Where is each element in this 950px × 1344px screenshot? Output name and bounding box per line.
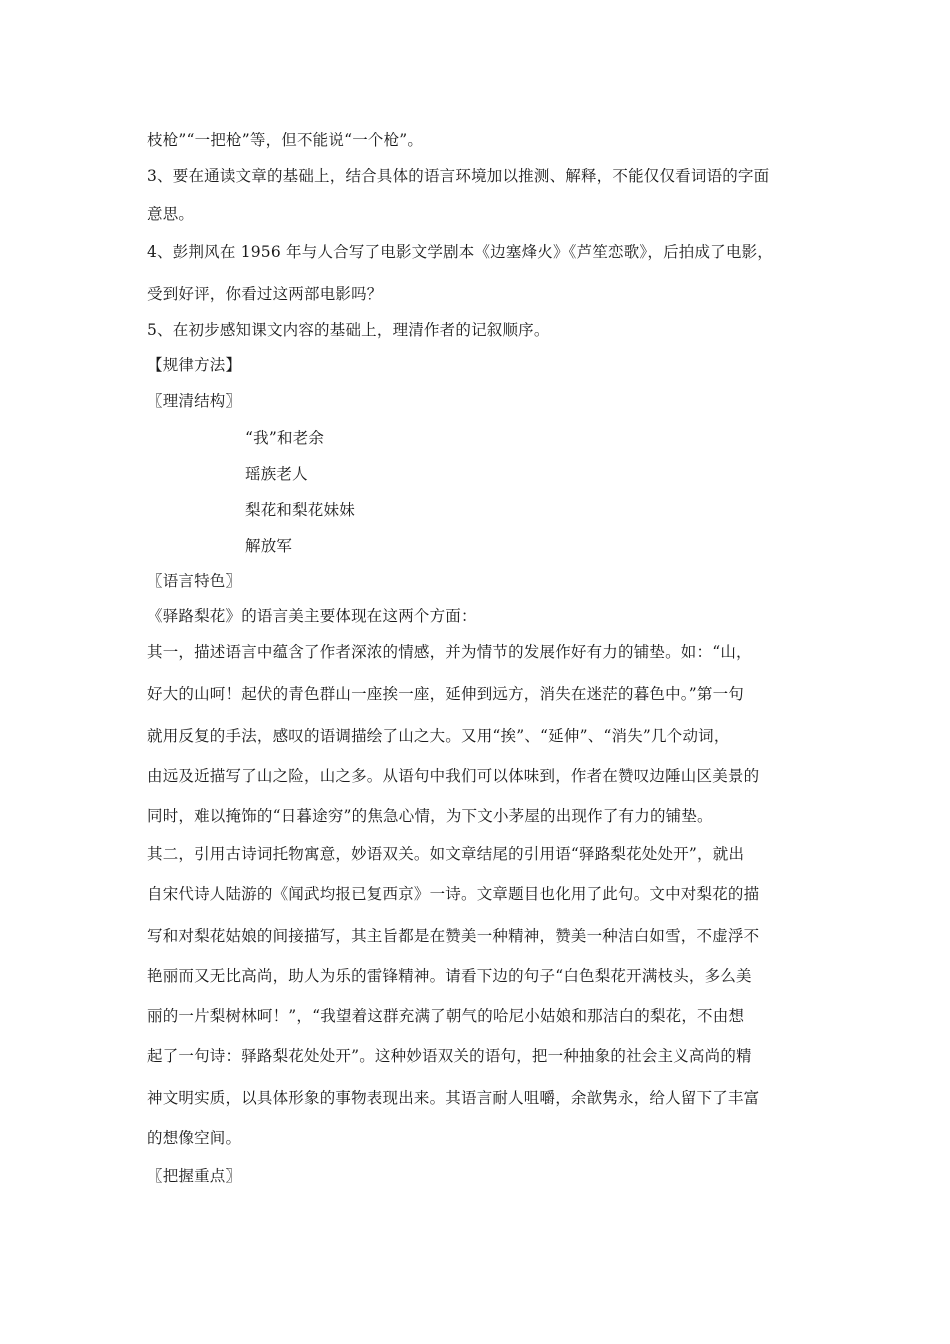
subsection-heading: 〖语言特色〗 (147, 572, 242, 590)
text-line: 丽的一片梨树林呵！”，“我望着这群充满了朝气的哈尼小姑娘和那洁白的梨花，不由想 (147, 1007, 745, 1025)
section-heading: 【规律方法】 (147, 356, 242, 374)
structure-item: 梨花和梨花妹妹 (245, 501, 355, 519)
text-line: 的想像空间。 (147, 1129, 242, 1147)
text-line: 好大的山呵！起伏的青色群山一座挨一座，延伸到远方，消失在迷茫的暮色中。”第一句 (147, 685, 744, 703)
text-line: 起了一句诗：驿路梨花处处开”。这种妙语双关的语句，把一种抽象的社会主义高尚的精 (147, 1047, 752, 1065)
text-line: 枝枪”“一把枪”等，但不能说“一个枪”。 (147, 131, 424, 149)
text-line: 其一，描述语言中蕴含了作者深浓的情感，并为情节的发展作好有力的铺垫。如：“山， (147, 643, 752, 661)
text-line: 其二，引用古诗词托物寓意，妙语双关。如文章结尾的引用语“驿路梨花处处开”，就出 (147, 845, 745, 863)
text-line: 神文明实质，以具体形象的事物表现出来。其语言耐人咀嚼，余歆隽永，给人留下了丰富 (147, 1089, 760, 1107)
text-line: 5、在初步感知课文内容的基础上，理清作者的记叙顺序。 (147, 321, 550, 339)
text-line: 由远及近描写了山之险，山之多。从语句中我们可以体味到，作者在赞叹边陲山区美景的 (147, 767, 760, 785)
structure-item: 解放军 (245, 537, 293, 555)
text-line: 《驿路梨花》的语言美主要体现在这两个方面： (147, 607, 477, 625)
text-line: 4、彭荆风在 1956 年与人合写了电影文学剧本《边塞烽火》《芦笙恋歌》，后拍成了电影， (147, 243, 773, 261)
text-line: 同时，难以掩饰的“日暮途穷”的焦急心情，为下文小茅屋的出现作了有力的铺垫。 (147, 807, 713, 825)
text-line: 3、要在通读文章的基础上，结合具体的语言环境加以推测、解释，不能仅仅看词语的字面 (147, 167, 770, 185)
subsection-heading: 〖理清结构〗 (147, 392, 242, 410)
text-line: 写和对梨花姑娘的间接描写，其主旨都是在赞美一种精神，赞美一种洁白如雪，不虚浮不 (147, 927, 760, 945)
text-line: 受到好评，你看过这两部电影吗？ (147, 285, 383, 303)
structure-item: 瑶族老人 (245, 465, 308, 483)
text-line: 意思。 (147, 205, 195, 223)
text-line: 自宋代诗人陆游的《闻武均报已复西京》一诗。文章题目也化用了此句。文中对梨花的描 (147, 885, 760, 903)
subsection-heading: 〖把握重点〗 (147, 1167, 242, 1185)
text-line: 艳丽而又无比高尚，助人为乐的雷锋精神。请看下边的句子“白色梨花开满枝头，多么美 (147, 967, 752, 985)
structure-item: “我”和老余 (245, 429, 325, 447)
text-line: 就用反复的手法，感叹的语调描绘了山之大。又用“挨”、“延伸”、“消失”几个动词， (147, 727, 730, 745)
